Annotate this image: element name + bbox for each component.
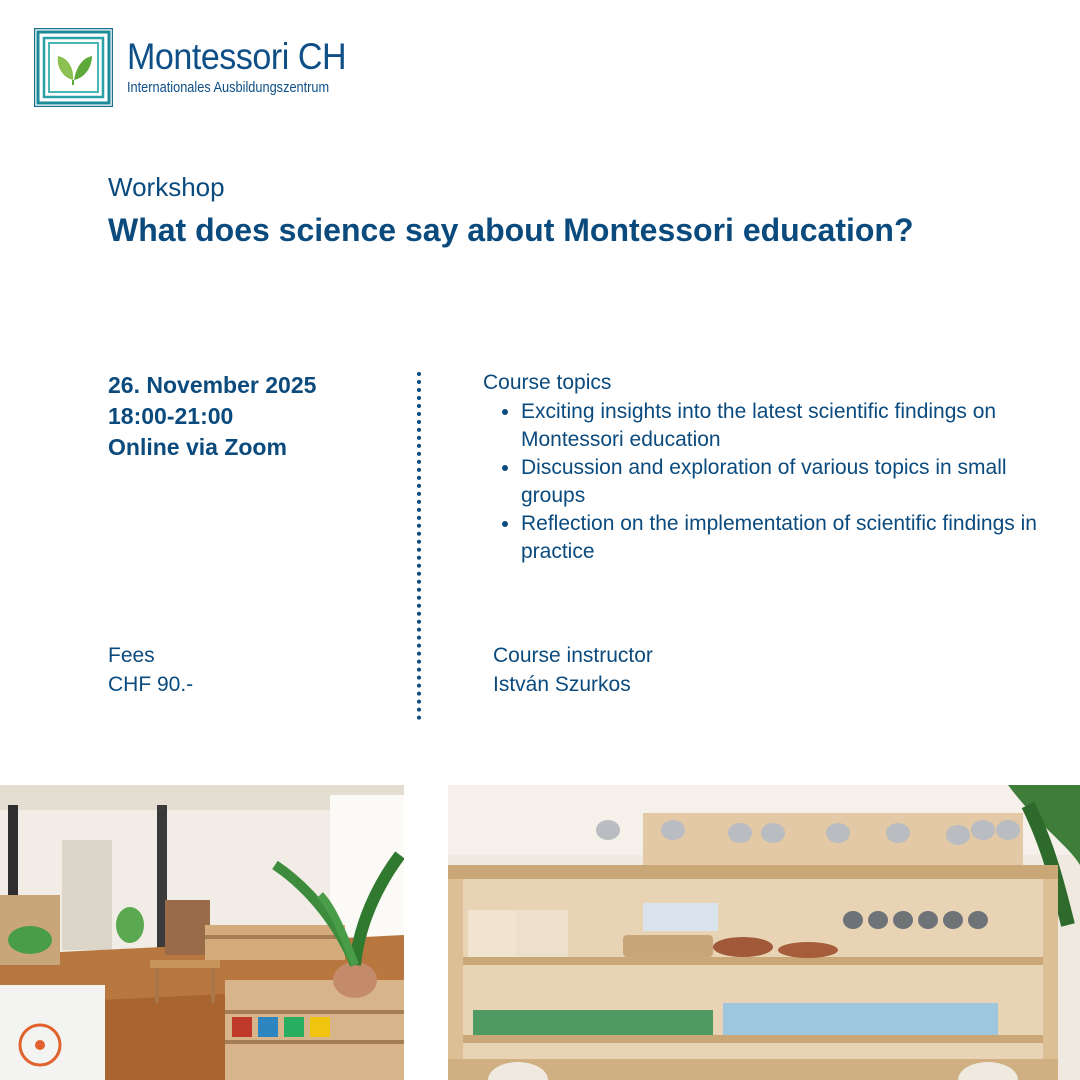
event-details (108, 370, 316, 463)
topics-title: Course topics (483, 371, 612, 394)
classroom-photo (0, 785, 404, 1080)
topics-list (483, 398, 1041, 566)
dotted-divider (417, 372, 421, 720)
fees-label: Fees (108, 644, 155, 667)
leaf-logo-icon (34, 28, 113, 107)
logo-mark (34, 28, 113, 107)
event-date: 26. November 2025 (108, 372, 317, 398)
brand-subtitle: Internationales Ausbildungszentrum (127, 80, 330, 96)
fees-block (108, 641, 193, 699)
brand-name: Montessori CH (127, 36, 347, 77)
page-title: What does science say about Montessori education? (108, 212, 914, 248)
fees-value: CHF 90.- (108, 673, 194, 696)
shelf-photo (448, 785, 1080, 1080)
instructor-block (493, 641, 653, 699)
instructor-name: István Szurkos (493, 673, 631, 696)
event-location: Online via Zoom (108, 434, 287, 460)
instructor-label: Course instructor (493, 644, 653, 667)
event-type-label: Workshop (108, 172, 225, 202)
event-time: 18:00-21:00 (108, 403, 234, 429)
topic-item: • Reflection on the implementation of scientific findings in practice (521, 510, 1041, 566)
topic-item: • Exciting insights into the latest scientific findings on Montessori education (521, 398, 1041, 454)
topic-item: • Discussion and exploration of various topics in small groups (521, 454, 1041, 510)
